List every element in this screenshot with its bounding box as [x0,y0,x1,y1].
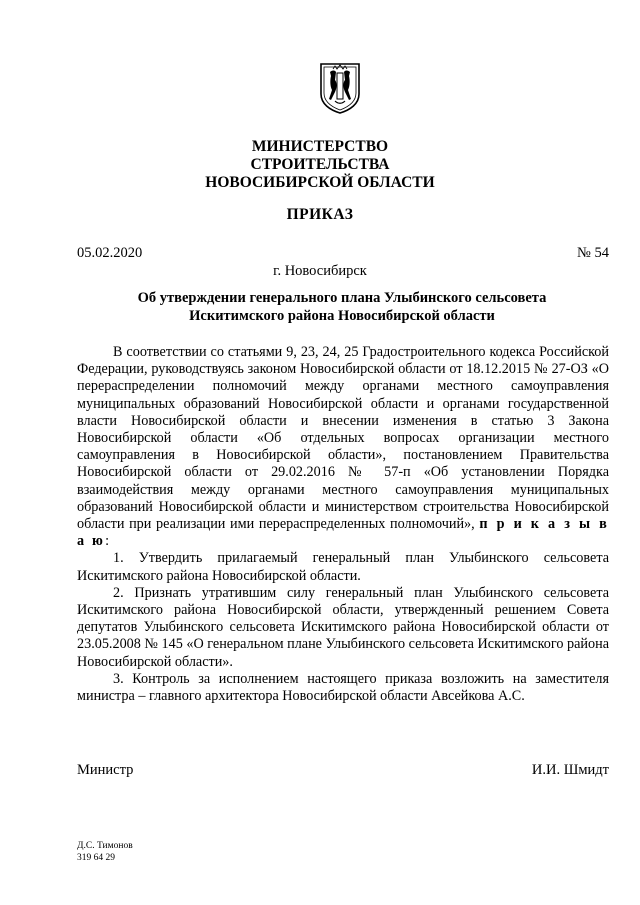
document-city: г. Новосибирск [273,263,367,279]
signature-title: Министр [77,762,134,778]
ministry-name-line-2: СТРОИТЕЛЬСТВА [250,156,390,173]
order-word: п р и к а з ы в а ю [77,516,609,550]
executor-name: Д.С. Тимонов [77,841,133,851]
executor-phone: 319 64 29 [77,853,115,863]
order-item-1: 1. Утвердить прилагаемый генеральный план Улыбинского сельсовета Искитимского района Новосибирской области. [77,550,609,584]
document-subject [77,290,607,325]
subject-line-2: Искитимского района Новосибирской области [189,307,495,324]
ministry-name-line-3: НОВОСИБИРСКОЙ ОБЛАСТИ [205,174,435,191]
document-number: № 54 [577,245,609,261]
order-item-3: 3. Контроль за исполнением настоящего приказа возложить на заместителя министра – главного архитектора Новосибирской области Авсейкова А.С. [77,670,609,705]
document-body [77,344,609,705]
document-date: 05.02.2020 [77,245,143,261]
coat-of-arms-icon [318,60,362,114]
executor-info [77,840,133,864]
signature-name: И.И. Шмидт [531,762,609,778]
document-type-title: ПРИКАЗ [286,206,354,223]
subject-line-1: Об утверждении генерального плана Улыбинского сельсовета [137,290,547,306]
order-colon: : [105,533,110,550]
ministry-name-line-1: МИНИСТЕРСТВО [251,138,389,155]
preamble-paragraph [77,344,609,550]
order-item-2: 2. Признать утратившим силу генеральный план Улыбинского сельсовета Искитимского района Новосибирской области, утвержденный решением Совета депутатов Улыбинского сельсовета Искитимского района Новосибирской области от 23.05.2008 № 145 «О генеральном плане Улыбинского сельсовета Искитимского района Новосибирской области». [77,584,609,670]
preamble-text: В соответствии со статьями 9, 23, 24, 25 Градостроительного кодекса Российской Федерации, руководствуясь законом Новосибирской области от 18.12.2015 № 27-ОЗ «О перераспределении полномочий между органами местного самоуправления муниципальных образований Новосибирской области и органами государственной власти Новосибирской области и внесении изменения в статью 3 Закона Новосибирской области «Об отдельных вопросах организации местного самоуправления в Новосибирской области», постановлением Правительства Новосибирской области от 29.02.2016 № 57-п «Об установлении Порядка взаимодействия между органами местного самоуправления муниципальных образований Новосибирской области и министерством строительства Новосибирской области при реализации ими перераспределенных полномочий», [77,344,609,533]
